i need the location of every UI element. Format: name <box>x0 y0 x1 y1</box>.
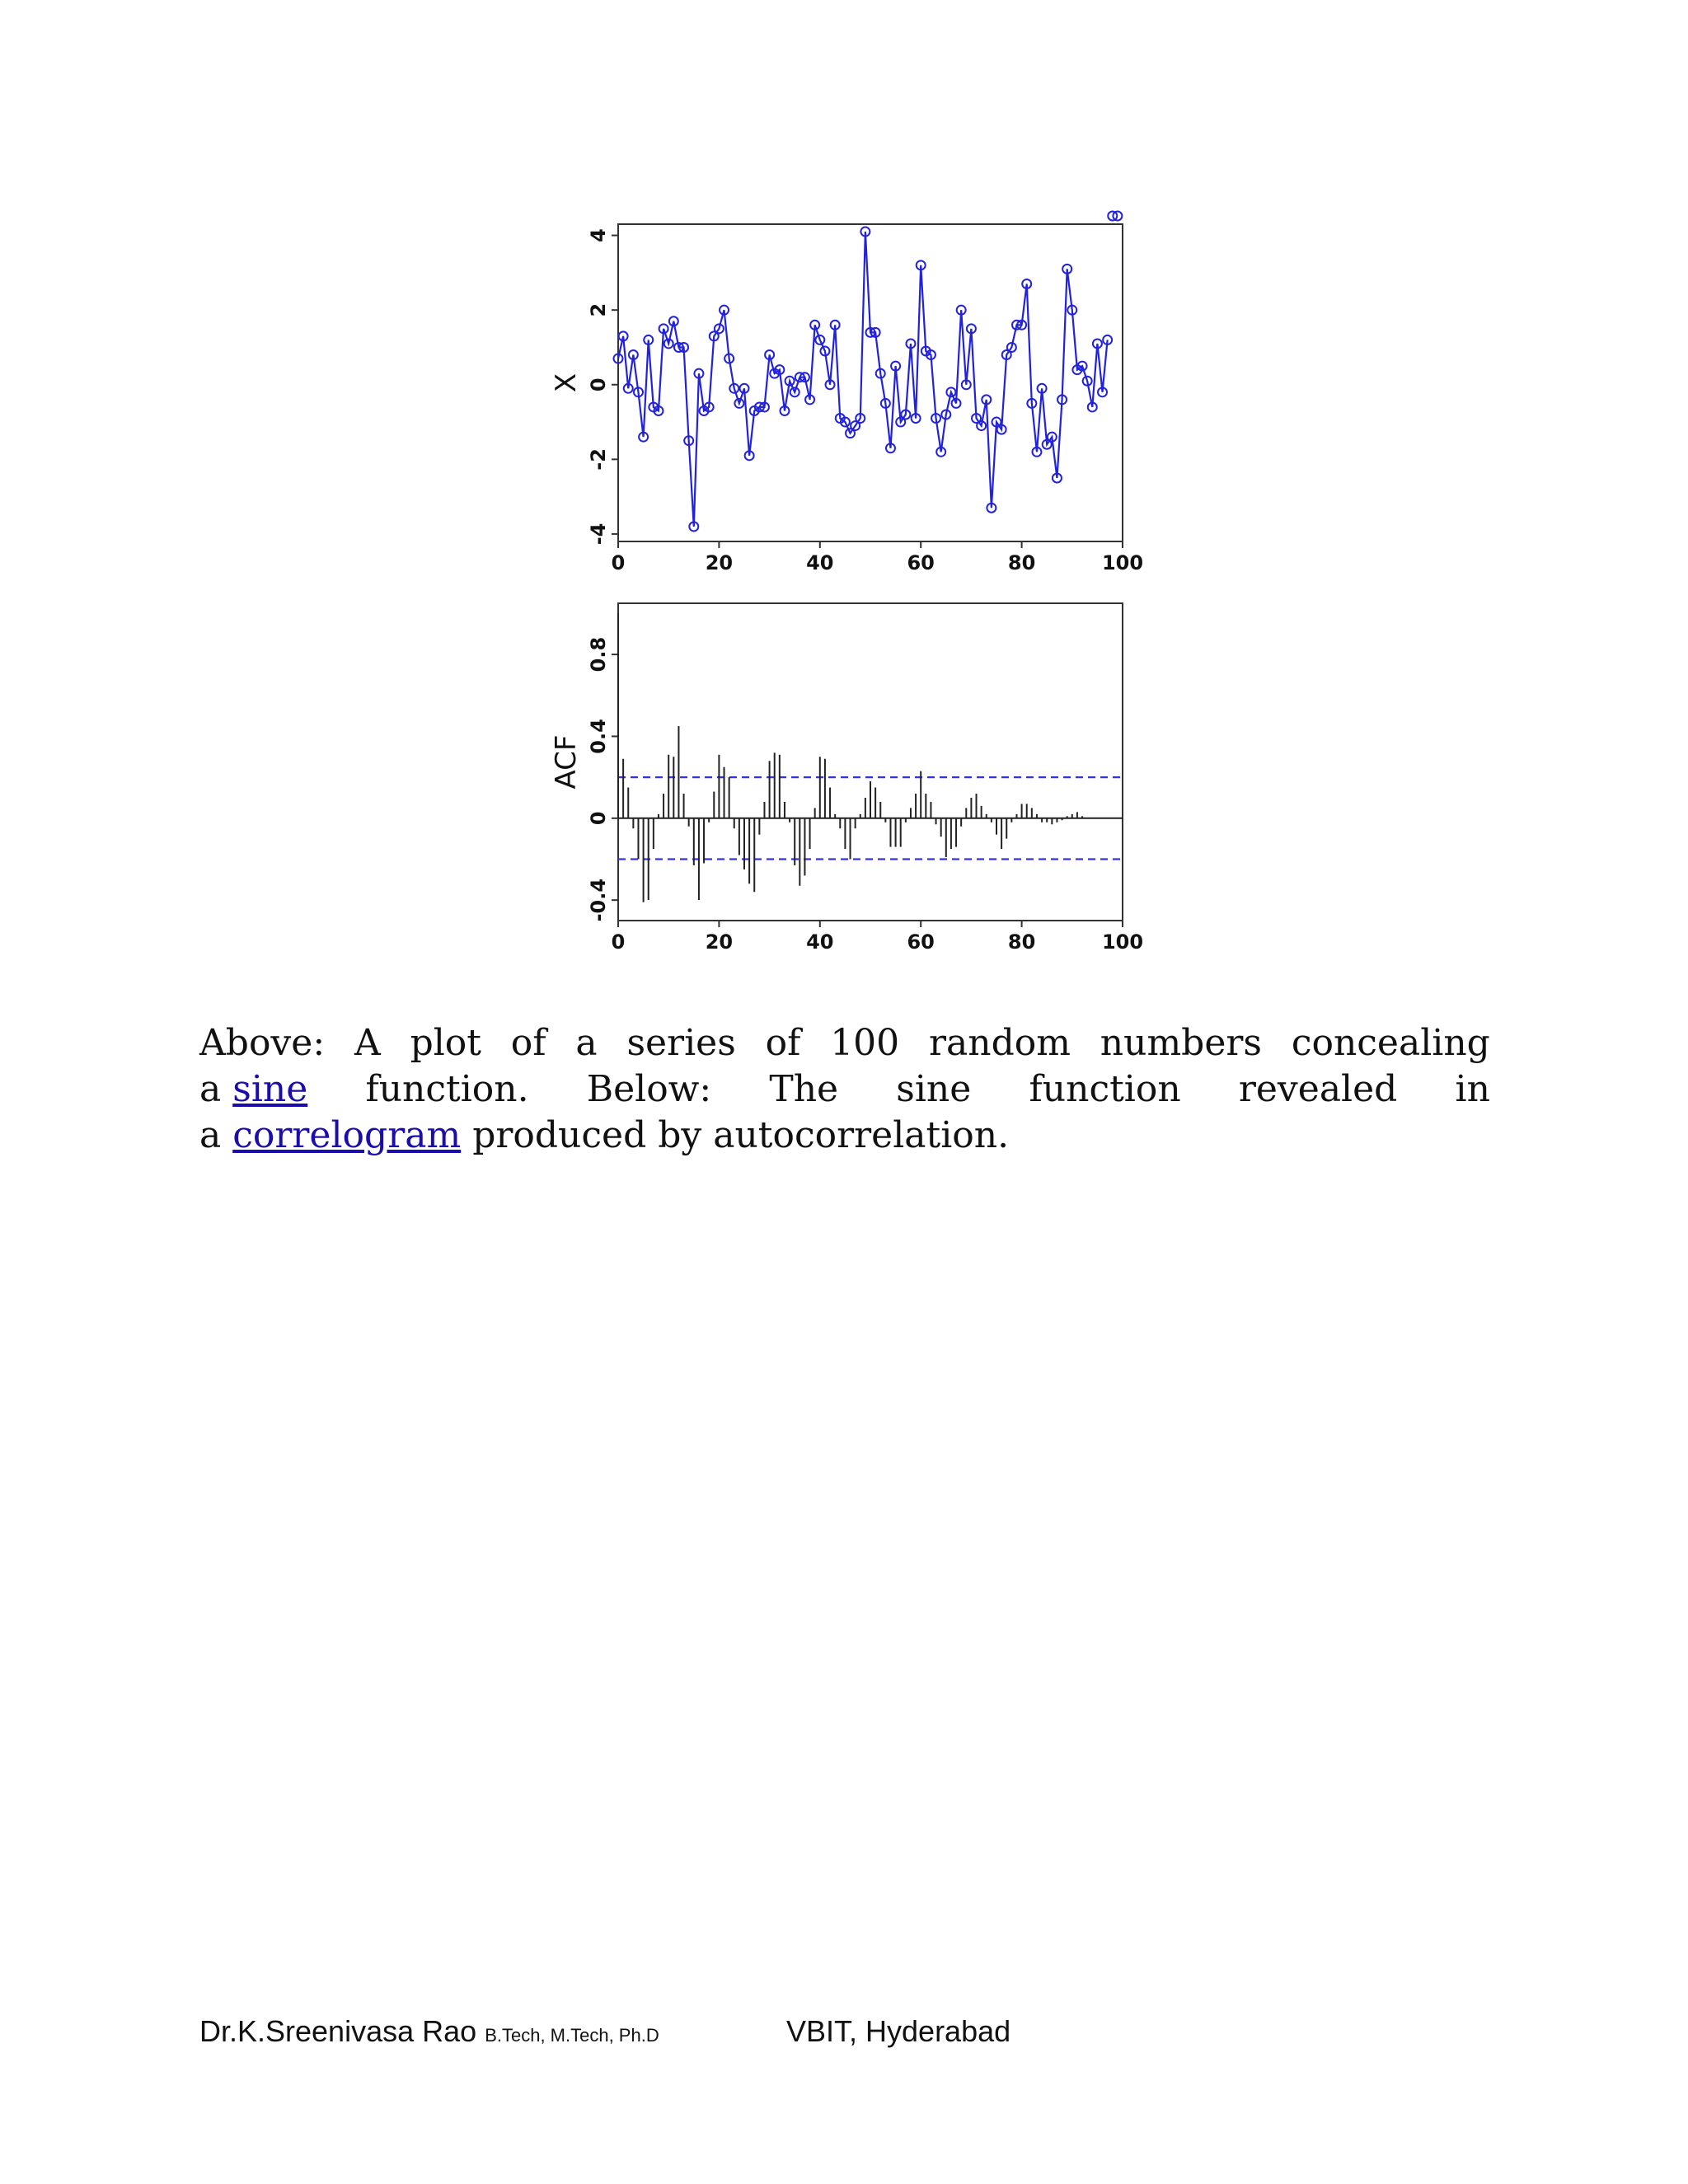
x-tick-label: 60 <box>907 930 935 954</box>
caption-word: series <box>626 1022 736 1064</box>
x-tick-label: 40 <box>806 551 834 574</box>
caption-word: Below: <box>586 1068 712 1110</box>
caption-text: produced by autocorrelation. <box>472 1114 1010 1156</box>
caption-word: of <box>765 1022 801 1064</box>
x-tick-label: 60 <box>907 551 935 574</box>
caption-word: function <box>1029 1068 1181 1110</box>
sine-link[interactable]: sine <box>232 1068 308 1110</box>
x-tick-label: 80 <box>1007 551 1036 574</box>
y-tick-label: 0 <box>587 811 610 826</box>
caption-word: a <box>199 1068 222 1110</box>
caption-line-2 <box>199 1066 1490 1113</box>
caption-word: a <box>575 1022 598 1064</box>
y-tick-label: -4 <box>587 523 610 546</box>
caption-group <box>199 1066 307 1113</box>
plot-frame <box>618 224 1123 541</box>
caption-word: of <box>510 1022 546 1064</box>
page-footer <box>199 2014 1106 2055</box>
caption-line-1 <box>199 1020 1490 1066</box>
figure-caption <box>199 1020 1490 1159</box>
caption-word: concealing <box>1291 1022 1490 1064</box>
caption-word: plot <box>410 1022 481 1064</box>
y-axis-label: ACF <box>550 734 583 790</box>
y-tick-label: 0.4 <box>587 719 610 754</box>
x-tick-label: 20 <box>705 930 734 954</box>
caption-word: a <box>199 1114 222 1156</box>
y-tick-label: -0.4 <box>587 878 610 922</box>
plot-frame <box>618 603 1123 921</box>
author-degrees: B.Tech, M.Tech, Ph.D <box>485 2025 659 2046</box>
author-name: Dr.K.Sreenivasa Rao <box>199 2014 477 2048</box>
caption-word: random <box>928 1022 1071 1064</box>
x-tick-label: 40 <box>806 930 834 954</box>
caption-word: in <box>1455 1068 1490 1110</box>
y-tick-label: -2 <box>587 448 610 471</box>
caption-word: numbers <box>1100 1022 1262 1064</box>
x-tick-label: 0 <box>611 551 626 574</box>
x-tick-label: 80 <box>1007 930 1036 954</box>
x-tick-label: 100 <box>1101 551 1144 574</box>
caption-word: 100 <box>830 1022 900 1064</box>
x-tick-label: 20 <box>705 551 734 574</box>
correlogram-link[interactable]: correlogram <box>232 1114 462 1156</box>
acf-plot <box>550 595 1146 966</box>
caption-word: sine <box>896 1068 972 1110</box>
caption-word: Above: <box>199 1022 326 1064</box>
y-tick-label: 0.8 <box>587 636 610 673</box>
caption-line-3 <box>199 1113 1490 1159</box>
caption-word: function. <box>365 1068 529 1110</box>
figure <box>550 216 1146 966</box>
caption-word: The <box>769 1068 839 1110</box>
x-tick-label: 100 <box>1101 930 1144 954</box>
series-plot <box>550 216 1146 587</box>
y-axis-label: X <box>550 373 583 393</box>
footer-institution: VBIT, Hyderabad <box>786 2014 1011 2048</box>
y-tick-label: 4 <box>587 228 610 242</box>
y-tick-label: 0 <box>587 377 610 392</box>
y-tick-label: 2 <box>587 302 610 317</box>
caption-word: A <box>354 1022 381 1064</box>
caption-word: revealed <box>1238 1068 1398 1110</box>
footer-author <box>199 2014 659 2049</box>
x-tick-label: 0 <box>611 930 626 954</box>
